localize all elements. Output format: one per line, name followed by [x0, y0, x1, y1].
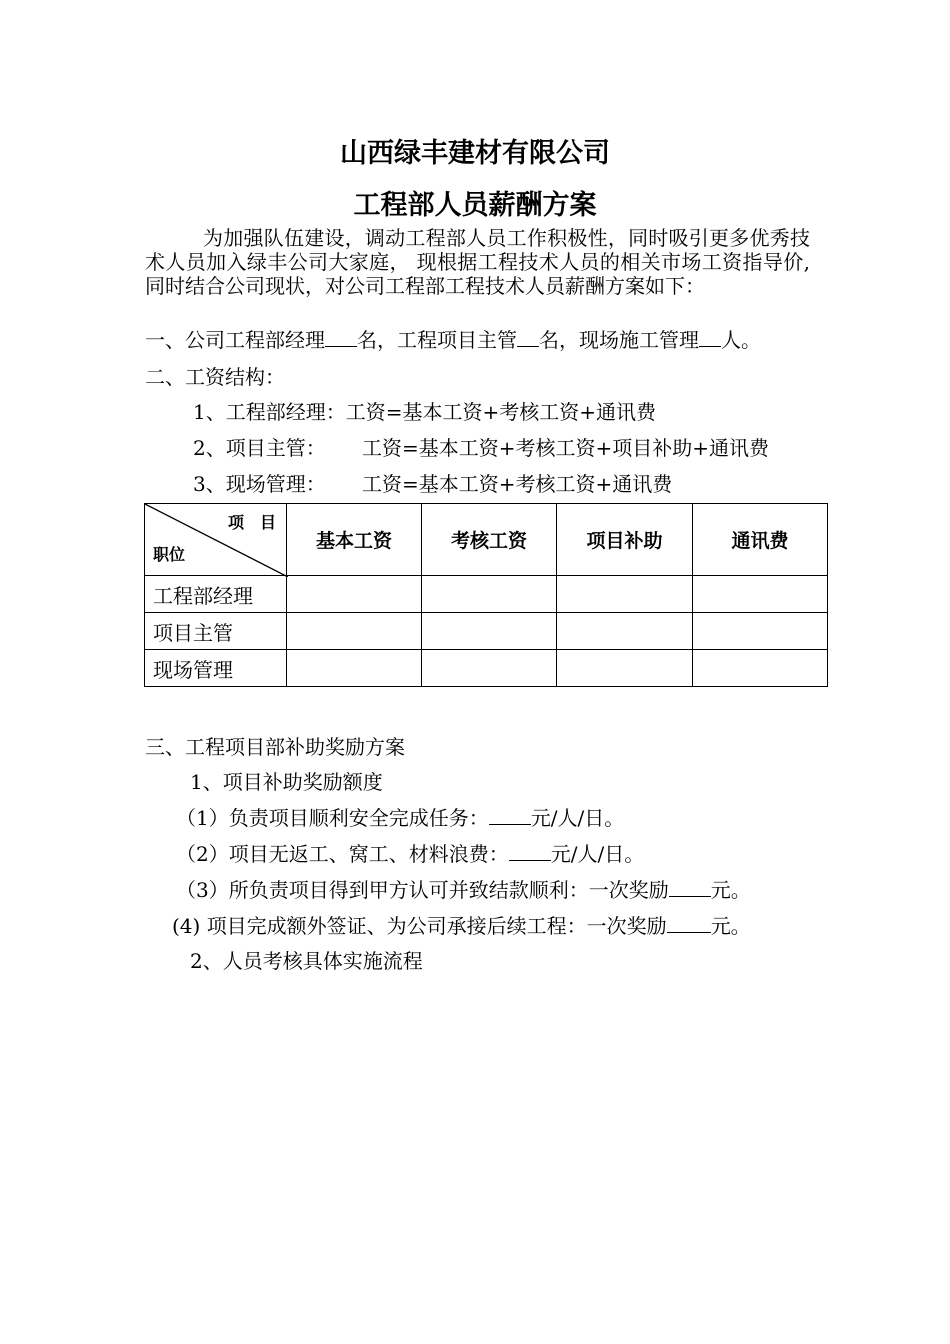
salary-formula: 工资=基本工资+考核工资+通讯费 — [345, 400, 657, 424]
salary-structure-item — [193, 432, 769, 461]
reward-item-unit: 元/人/日。 — [550, 842, 645, 866]
corner-position-label: 职位 — [153, 545, 186, 564]
role-label: 3、现场管理： — [193, 472, 326, 496]
table-cell[interactable] — [287, 576, 422, 613]
reward-item-text: （1）负责项目顺利安全完成任务： — [176, 806, 489, 830]
column-header: 通讯费 — [693, 504, 828, 576]
intro-paragraph: 为加强队伍建设，调动工程部人员工作积极性，同时吸引更多优秀技术人员加入绿丰公司大家庭， 现根据工程技术人员的相关市场工资指导价,同时结合公司现状，对公司工程部工程技术人员薪酬方案如下： — [145, 226, 810, 298]
section3-heading: 三、工程项目部补助奖励方案 — [145, 735, 405, 759]
role-label: 2、项目主管： — [193, 436, 326, 460]
table-cell[interactable] — [557, 613, 693, 650]
reward-item-text: (4) 项目完成额外签证、为公司承接后续工程：一次奖励 — [172, 914, 667, 938]
reward-item — [172, 910, 751, 939]
section1-text-b: 名，工程项目主管 — [357, 328, 517, 352]
table-cell[interactable] — [693, 650, 828, 687]
table-cell[interactable] — [422, 576, 557, 613]
table-row — [145, 650, 828, 687]
table-cell[interactable] — [287, 613, 422, 650]
blank-amount[interactable] — [489, 806, 531, 825]
row-label: 工程部经理 — [145, 576, 287, 613]
section1-text-c: 名，现场施工管理 — [539, 328, 699, 352]
salary-structure-item — [193, 468, 672, 497]
blank-site-manager-count[interactable] — [699, 328, 721, 347]
table-row — [145, 613, 828, 650]
table-header-row — [145, 504, 828, 576]
table-cell[interactable] — [693, 613, 828, 650]
role-label: 1、工程部经理： — [193, 400, 346, 424]
salary-formula: 工资=基本工资+考核工资+通讯费 — [362, 472, 673, 496]
reward-item — [176, 874, 751, 903]
salary-table — [144, 503, 828, 687]
reward-item — [176, 802, 624, 831]
reward-item-unit: 元/人/日。 — [530, 806, 625, 830]
column-header: 考核工资 — [422, 504, 557, 576]
table-cell[interactable] — [422, 613, 557, 650]
section3-subheading-2: 2、人员考核具体实施流程 — [190, 949, 423, 973]
document-title: 工程部人员薪酬方案 — [353, 190, 597, 221]
section3-subheading-1: 1、项目补助奖励额度 — [190, 770, 383, 794]
table-cell[interactable] — [287, 650, 422, 687]
blank-amount[interactable] — [509, 842, 551, 861]
section1-text-d: 人。 — [721, 328, 761, 352]
reward-item-unit: 元。 — [710, 914, 751, 938]
table-row — [145, 576, 828, 613]
section1-text-a: 一、公司工程部经理 — [145, 328, 325, 352]
reward-item — [176, 838, 644, 867]
row-label: 现场管理 — [145, 650, 287, 687]
table-cell[interactable] — [693, 576, 828, 613]
reward-item-text: （2）项目无返工、窝工、材料浪费： — [176, 842, 509, 866]
table-cell[interactable] — [557, 650, 693, 687]
blank-amount[interactable] — [667, 914, 711, 933]
blank-supervisor-count[interactable] — [517, 328, 539, 347]
blank-amount[interactable] — [669, 878, 711, 897]
column-header: 基本工资 — [287, 504, 422, 576]
blank-manager-count[interactable] — [325, 328, 357, 347]
reward-item-text: （3）所负责项目得到甲方认可并致结款顺利：一次奖励 — [176, 878, 669, 902]
salary-structure-item — [193, 396, 656, 425]
salary-formula: 工资=基本工资+考核工资+项目补助+通讯费 — [362, 436, 770, 460]
table-cell[interactable] — [422, 650, 557, 687]
table-corner-cell — [145, 504, 287, 576]
company-name: 山西绿丰建材有限公司 — [340, 138, 610, 169]
section1-staffing-line — [145, 324, 761, 353]
section2-heading: 二、工资结构： — [145, 365, 285, 389]
row-label: 项目主管 — [145, 613, 287, 650]
table-cell[interactable] — [557, 576, 693, 613]
corner-item-label: 项 目 — [227, 513, 276, 532]
column-header: 项目补助 — [557, 504, 693, 576]
reward-item-unit: 元。 — [710, 878, 751, 902]
